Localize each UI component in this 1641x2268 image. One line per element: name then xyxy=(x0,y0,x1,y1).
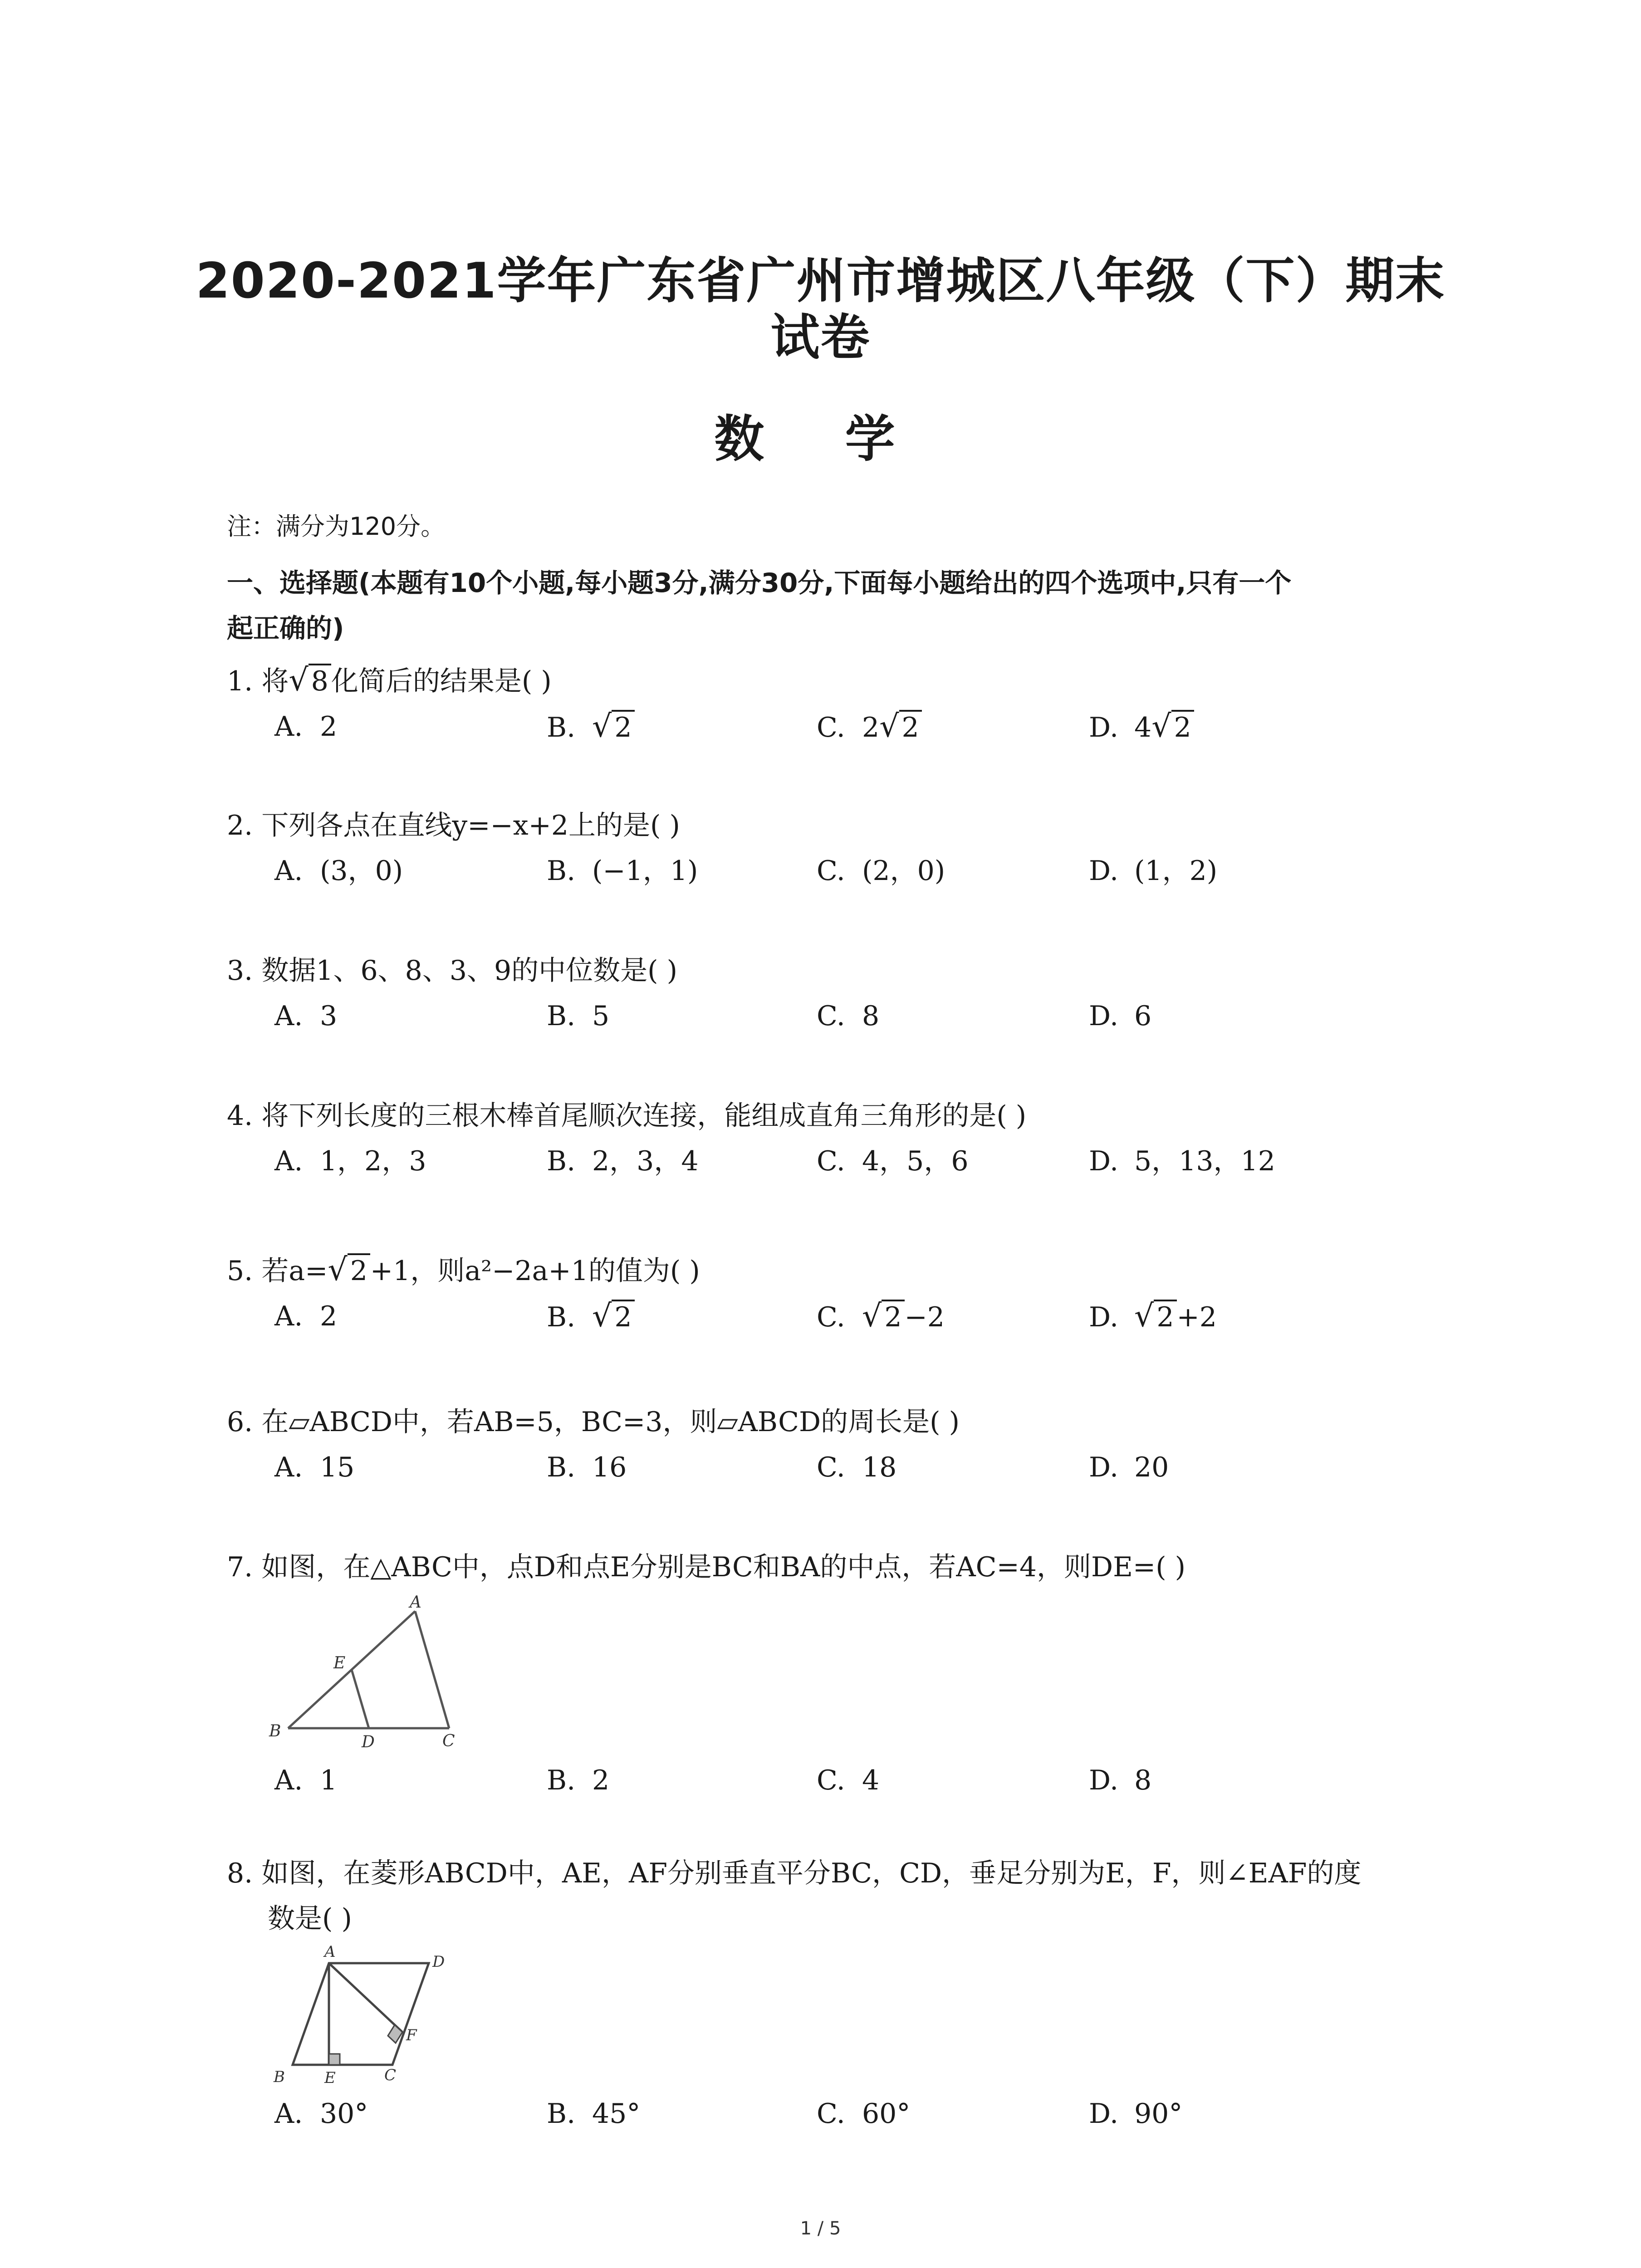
option-text: 45° xyxy=(592,2098,641,2130)
point-label-e: E xyxy=(324,2069,336,2087)
option-d[interactable] xyxy=(1089,1758,1151,1803)
question-7-stem: 7. 如图，在△ABC中，点D和点E分别是BC和BA的中点，若AC=4，则DE=( ) xyxy=(227,1551,1186,1583)
option-b[interactable] xyxy=(547,2091,640,2136)
sqrt-expression: √ 2 xyxy=(592,1294,635,1340)
option-label: D. xyxy=(1089,1765,1119,1796)
question-1-stem xyxy=(227,658,1452,704)
question-7-options xyxy=(227,1758,1452,1803)
option-text: 1，2，3 xyxy=(320,1145,426,1177)
option-a[interactable] xyxy=(274,1758,337,1803)
option-c[interactable] xyxy=(817,1758,879,1803)
question-1 xyxy=(227,658,1452,749)
option-d[interactable] xyxy=(1089,1139,1275,1184)
sqrt-expression: √ 2 xyxy=(1134,1294,1177,1340)
option-text: (−1，1) xyxy=(592,855,698,887)
option-d[interactable] xyxy=(1089,993,1151,1039)
sqrt-expression: √ 2 xyxy=(862,1294,905,1340)
vertex-label-c: C xyxy=(384,2066,397,2084)
question-2-stem: 2. 下列各点在直线y=−x+2上的是( ) xyxy=(227,810,680,841)
sqrt-expression: √ 2 xyxy=(328,1247,370,1294)
question-8-options-wrap xyxy=(227,2091,1452,2136)
option-c[interactable] xyxy=(817,848,945,894)
question-5 xyxy=(227,1247,1452,1339)
option-text: 90° xyxy=(1134,2098,1183,2130)
option-a[interactable] xyxy=(274,848,403,894)
option-c[interactable] xyxy=(817,1445,896,1490)
vertex-label-a: A xyxy=(410,1593,421,1612)
question-1-stem-pre: 1. 将 xyxy=(227,665,289,697)
vertex-label-c: C xyxy=(442,1732,455,1750)
option-a[interactable] xyxy=(274,2091,368,2136)
option-label: A. xyxy=(274,1145,303,1177)
sqrt-expression: √ 2 xyxy=(592,704,635,750)
side-ac xyxy=(415,1611,449,1728)
option-b[interactable] xyxy=(547,1445,627,1490)
question-4-options xyxy=(227,1139,1452,1184)
question-5-stem xyxy=(227,1247,1452,1294)
question-3 xyxy=(227,948,1452,1039)
option-label: B. xyxy=(547,1145,576,1177)
option-c[interactable] xyxy=(817,704,922,750)
option-label: A. xyxy=(274,2098,303,2130)
radicand: 2 xyxy=(612,1300,634,1333)
section-heading-line1: 一、选择题(本题有10个小题,每小题3分,满分30分,下面每小题给出的四个选项中,只有一个 xyxy=(227,567,1292,598)
option-text: 2 xyxy=(320,711,338,743)
question-2-options xyxy=(227,848,1452,894)
option-label: A. xyxy=(274,1765,303,1796)
option-text: 1 xyxy=(320,1765,338,1796)
question-7-options-wrap xyxy=(227,1758,1452,1803)
option-text: 8 xyxy=(862,1000,880,1032)
vertex-label-b: B xyxy=(274,2068,285,2086)
radicand: 2 xyxy=(1171,710,1194,743)
question-8-stem-line1: 8. 如图，在菱形ABCD中，AE，AF分别垂直平分BC，CD，垂足分别为E，F，则∠EAF的度 xyxy=(227,1857,1362,1889)
question-3-stem: 3. 数据1、6、8、3、9的中位数是( ) xyxy=(227,955,678,987)
radicand: 2 xyxy=(1154,1300,1176,1333)
option-text: 8 xyxy=(1134,1765,1152,1796)
option-label: D. xyxy=(1089,1000,1119,1032)
option-label: A. xyxy=(274,855,303,887)
question-7 xyxy=(227,1545,1452,1590)
option-label: B. xyxy=(547,1452,576,1483)
option-a[interactable] xyxy=(274,704,337,749)
option-label: C. xyxy=(817,1765,845,1796)
vertex-label-d: D xyxy=(432,1953,445,1971)
subject-title: 数 学 xyxy=(714,410,927,468)
point-label-f: F xyxy=(406,2026,417,2044)
option-a[interactable] xyxy=(274,1139,426,1184)
option-b[interactable] xyxy=(547,993,609,1039)
option-suffix: −2 xyxy=(904,1301,945,1333)
sqrt-expression: √ 2 xyxy=(879,704,922,750)
option-text: 60° xyxy=(862,2098,911,2130)
option-text: (1，2) xyxy=(1134,855,1218,887)
option-b[interactable] xyxy=(547,848,698,894)
score-note: 注：满分为120分。 xyxy=(227,512,446,541)
option-text: 2，3，4 xyxy=(592,1145,699,1177)
option-label: C. xyxy=(817,2098,845,2130)
option-label: A. xyxy=(274,1000,303,1032)
rhombus-abcd-figure xyxy=(265,1941,474,2091)
option-b[interactable] xyxy=(547,1758,609,1803)
option-label: C. xyxy=(817,855,845,887)
question-2 xyxy=(227,803,1452,894)
sqrt-expression: √ 8 xyxy=(289,658,331,704)
option-label: D. xyxy=(1089,2098,1119,2130)
option-text: 16 xyxy=(592,1452,627,1483)
option-b[interactable] xyxy=(547,704,635,750)
option-label: A. xyxy=(274,711,303,743)
option-label: D. xyxy=(1089,1301,1119,1333)
option-c[interactable] xyxy=(817,1294,945,1340)
option-label: C. xyxy=(817,1452,845,1483)
option-text: 2 xyxy=(592,1765,610,1796)
radicand: 8 xyxy=(309,664,331,697)
option-d[interactable] xyxy=(1089,1294,1217,1340)
option-text: (2，0) xyxy=(862,855,945,887)
question-1-options xyxy=(227,704,1452,749)
coefficient: 4 xyxy=(1134,712,1152,743)
question-3-options xyxy=(227,993,1452,1039)
coefficient: 2 xyxy=(862,712,880,743)
question-5-options xyxy=(227,1294,1452,1339)
option-label: D. xyxy=(1089,1452,1119,1483)
option-text: 4 xyxy=(862,1765,880,1796)
option-label: B. xyxy=(547,1000,576,1032)
option-text: 30° xyxy=(320,2098,368,2130)
rhombus-outline xyxy=(293,1963,429,2065)
question-4-stem: 4. 将下列长度的三根木棒首尾顺次连接，能组成直角三角形的是( ) xyxy=(227,1100,1027,1132)
option-label: C. xyxy=(817,712,845,743)
question-5-stem-post: +1，则a²−2a+1的值为( ) xyxy=(370,1255,700,1287)
option-text: 6 xyxy=(1134,1000,1152,1032)
option-text: (3，0) xyxy=(320,855,403,887)
option-b[interactable] xyxy=(547,1139,699,1184)
option-label: B. xyxy=(547,2098,576,2130)
question-5-stem-pre: 5. 若a= xyxy=(227,1255,328,1287)
option-text: 2 xyxy=(320,1300,338,1332)
option-text: 4，5，6 xyxy=(862,1145,969,1177)
option-b[interactable] xyxy=(547,1294,635,1340)
question-8 xyxy=(227,1851,1452,1941)
option-label: C. xyxy=(817,1000,845,1032)
segment-de xyxy=(352,1670,369,1728)
option-d[interactable] xyxy=(1089,2091,1182,2136)
option-label: B. xyxy=(547,712,576,743)
question-8-options xyxy=(227,2091,1452,2136)
question-6-options xyxy=(227,1445,1452,1490)
option-c[interactable] xyxy=(817,1139,969,1184)
option-label: C. xyxy=(817,1301,845,1333)
question-6 xyxy=(227,1399,1452,1490)
exam-title-line1: 2020-2021学年广东省广州市增城区八年级（下）期末 xyxy=(196,253,1445,309)
option-a[interactable] xyxy=(274,1445,354,1490)
question-8-stem-line2: 数是( ) xyxy=(268,1903,352,1935)
question-1-stem-post: 化简后的结果是( ) xyxy=(331,665,552,697)
section-heading-line2: 起正确的) xyxy=(227,613,344,644)
option-label: D. xyxy=(1089,712,1119,743)
option-d[interactable] xyxy=(1089,848,1217,894)
vertex-label-b: B xyxy=(269,1722,281,1740)
segment-af xyxy=(329,1963,402,2032)
option-text: 18 xyxy=(862,1452,897,1483)
option-c[interactable] xyxy=(817,993,879,1039)
radicand: 2 xyxy=(899,710,922,743)
radicand: 2 xyxy=(348,1253,370,1287)
option-d[interactable] xyxy=(1089,704,1194,750)
question-6-stem: 6. 在▱ABCD中，若AB=5，BC=3，则▱ABCD的周长是( ) xyxy=(227,1406,960,1438)
option-label: B. xyxy=(547,855,576,887)
radicand: 2 xyxy=(612,710,634,743)
option-text: 15 xyxy=(320,1452,355,1483)
option-a[interactable] xyxy=(274,993,337,1039)
section-heading xyxy=(227,560,1452,651)
option-label: A. xyxy=(274,1300,303,1332)
point-label-d: D xyxy=(362,1733,375,1751)
page-number: 1 / 5 xyxy=(800,2218,841,2239)
point-label-e: E xyxy=(333,1654,346,1672)
option-label: D. xyxy=(1089,855,1119,887)
option-d[interactable] xyxy=(1089,1445,1169,1490)
option-label: D. xyxy=(1089,1145,1119,1177)
option-suffix: +2 xyxy=(1176,1301,1217,1333)
option-label: A. xyxy=(274,1452,303,1483)
option-text: 3 xyxy=(320,1000,338,1032)
option-label: B. xyxy=(547,1301,576,1333)
exam-title-line2: 试卷 xyxy=(770,309,871,366)
right-angle-mark-e xyxy=(329,2054,340,2065)
option-label: C. xyxy=(817,1145,845,1177)
triangle-abc-figure xyxy=(265,1592,474,1751)
option-a[interactable] xyxy=(274,1294,337,1339)
option-text: 20 xyxy=(1134,1452,1169,1483)
question-4 xyxy=(227,1093,1452,1184)
option-c[interactable] xyxy=(817,2091,910,2136)
vertex-label-a: A xyxy=(324,1943,336,1961)
radicand: 2 xyxy=(882,1300,904,1333)
option-text: 5，13，12 xyxy=(1134,1145,1275,1177)
option-label: B. xyxy=(547,1765,576,1796)
sqrt-expression: √ 2 xyxy=(1151,704,1194,750)
option-text: 5 xyxy=(592,1000,610,1032)
